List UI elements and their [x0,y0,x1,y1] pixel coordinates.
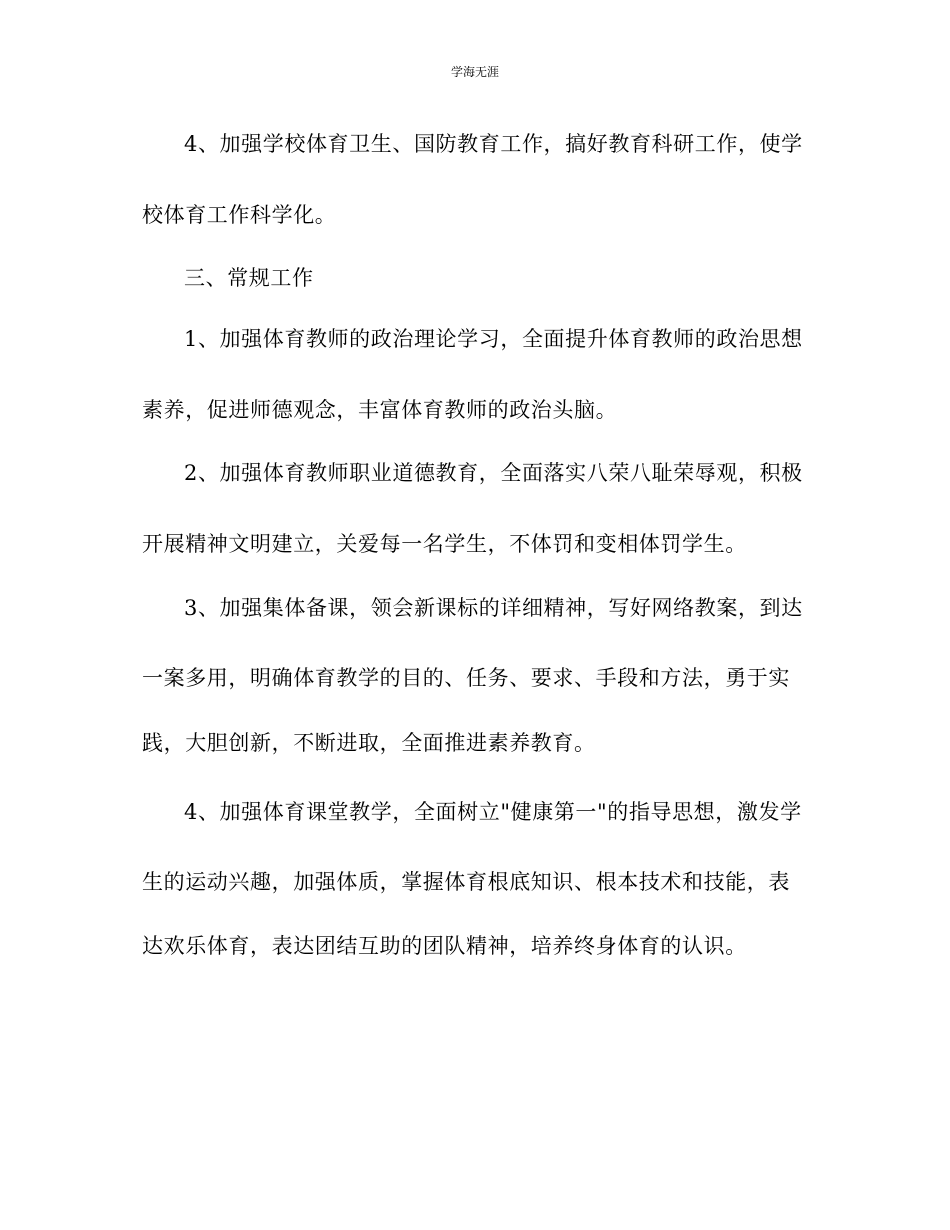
page-header: 学海无涯 [450,65,499,79]
paragraph-line: 素养，促进师德观念，丰富体育教师的政治头脑。 [142,398,618,422]
paragraph-line: 校体育工作科学化。 [142,203,337,227]
paragraph-line: 4、加强学校体育卫生、国防教育工作，搞好教育科研工作，使学 [184,132,803,156]
paragraph-line: 开展精神文明建立，关爱每一名学生，不体罚和变相体罚学生。 [142,532,747,556]
paragraph-line: 一案多用，明确体育教学的目的、任务、要求、手段和方法，勇于实 [142,666,790,690]
paragraph-line: 4、加强体育课堂教学，全面树立"健康第一"的指导思想，激发学 [184,800,802,824]
paragraph-line: 生的运动兴趣，加强体质，掌握体育根底知识、根本技术和技能，表 [142,870,790,894]
paragraph-line: 3、加强集体备课，领会新课标的详细精神，写好网络教案，到达 [184,596,803,620]
paragraph-line: 践，大胆创新，不断进取，全面推进素养教育。 [142,731,596,755]
paragraph-line: 达欢乐体育，表达团结互助的团队精神，培养终身体育的认识。 [142,934,747,958]
section-heading: 三、常规工作 [184,266,314,290]
paragraph-line: 1、加强体育教师的政治理论学习，全面提升体育教师的政治思想 [184,327,803,351]
paragraph-line: 2、加强体育教师职业道德教育，全面落实八荣八耻荣辱观，积极 [184,461,803,485]
